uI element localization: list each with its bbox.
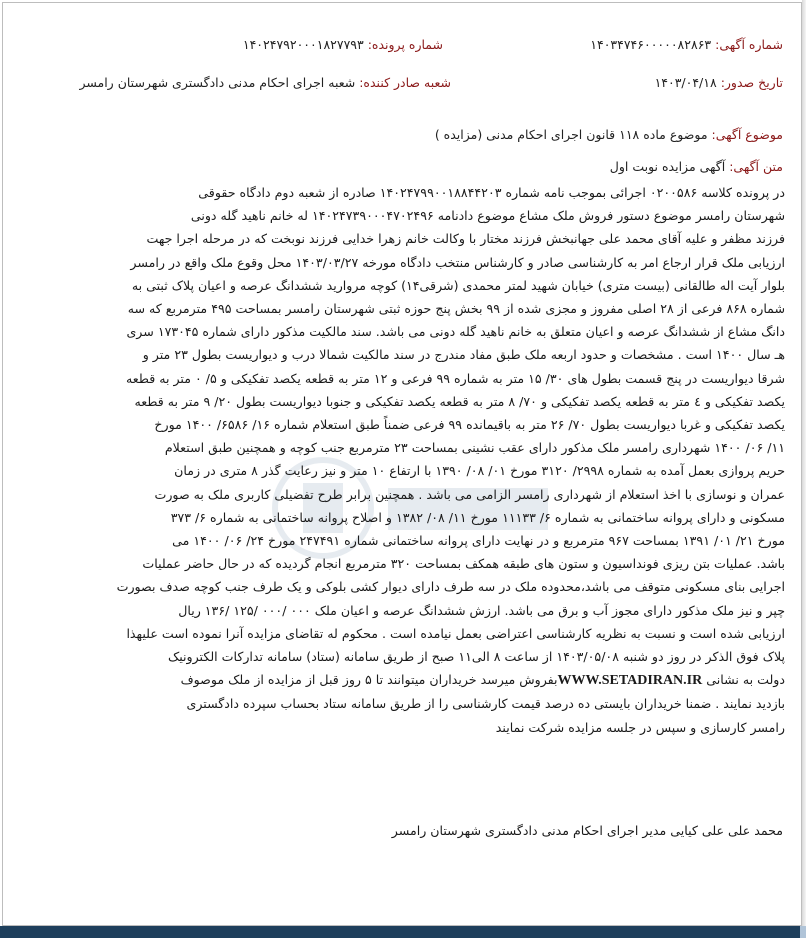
body-line: بلوار آیت اله طالقانی (بیست متری) خیابان شهید لمتر محمدی (شرقی۱۴) کوچه مروارید ششدانگ عرصه و اعیان پلاک ثبتی به — [131, 277, 785, 293]
subject-label: موضوع آگهی: — [711, 127, 783, 142]
body-line: ارزیابی شده است و نسبت به نظریه کارشناسی اعتراضی بعمل نیامده است . محکوم له تقاضای مزایده آنرا نموده است علیهذا — [126, 625, 785, 641]
ad-text-value: آگهی مزایده نوبت اول — [609, 159, 726, 174]
body-line: ۱۱/ ۰۶/ ۱۴۰۰ شهرداری رامسر ملک مذکور دارای عقب نشینی بمساحت ۲۳ مترمربع جنب کوچه و همچنین طبق استعلام — [164, 440, 785, 456]
body-line: حریم پروازی بعمل آمده به شماره ۲۹۹۸/ ۳۱۲۰ مورخ ۰۱/ ۰۸/ ۱۳۹۰ با ارتفاع ۱۰ متر و نیز رعایت گذر ۸ متری در زمان — [174, 463, 785, 479]
ad-number-row — [590, 37, 783, 52]
body-line: دانگ مشاع از ششدانگ عرصه و اعیان متعلق به خانم ناهید گله دونی می باشد. سند مالکیت مذکور دارای شماره ۱۷۳۰۴۵ سری — [126, 324, 785, 340]
body-line: مسکونی و دارای پروانه ساختمانی به شماره ۶/ ۱۱۱۳۳ مورخ ۱۱/ ۰۸/ ۱۳۸۲ و اصلاح پروانه ساختمانی به شماره ۶/ ۳۷۳ — [170, 509, 785, 525]
issuing-branch-row — [79, 75, 451, 90]
signature: محمد علی علی کیایی مدیر اجرای احکام مدنی دادگستری شهرستان رامسر — [391, 823, 783, 838]
issue-date-value: ۱۴۰۳/۰۴/۱۸ — [654, 75, 717, 90]
case-number-value: ۱۴۰۲۴۷۹۲۰۰۰۱۸۲۷۷۹۳ — [242, 37, 364, 52]
ad-number-label: شماره آگهی: — [715, 37, 783, 52]
body-line: شهرستان رامسر موضوع دستور فروش ملک مشاع موضوع دادنامه ۱۴۰۲۴۷۳۹۰۰۰۴۷۰۲۴۹۶ له خانم ناهید گله دونی — [190, 208, 785, 224]
issue-date-row — [655, 75, 783, 90]
body-line: پلاک فوق الذکر در روز دو شنبه ۱۴۰۳/۰۵/۰۸ از ساعت ۸ الی۱۱ صبح از طریق سامانه (ستاد) سامانه تدارکات الکترونیک — [167, 649, 785, 665]
ad-text-label: متن آگهی: — [729, 159, 783, 174]
bottom-bar-marker — [800, 926, 806, 938]
body-line: عمران و نوسازی با اخذ استعلام از شهرداری رامسر الزامی می باشد . همچنین برابر طرح تفضیلی کاربری ملک به صورت — [154, 486, 785, 502]
issuing-branch-label: شعبه صادر کننده: — [359, 75, 451, 90]
body-line: باشد. عملیات بتن ریزی فونداسیون و ستون های طبقه همکف بمساحت ۳۲۰ مترمربع انجام گردیده که در حال حاضر عملیات — [142, 556, 785, 572]
body-line: مورخ ۲۱/ ۰۱/ ۱۳۹۱ بمساحت ۹۶۷ مترمربع و در نهایت دارای پروانه ساختمانی شماره ۲۴۷۴۹۱ مورخ ۲۴/ ۰۶/ ۱۴۰۰ می — [172, 533, 785, 549]
body-line: یکصد تفکیکی و غربا دیواریست بطول ۷۰/ ۲۶ متر به باقیمانده ۹۹ فرعی ضمناً طبق استعلام شماره ۱۶/ ۶۵۸۶/ ۱۴۰۰ مورخ — [154, 417, 785, 433]
issuing-branch-value: شعبه اجرای احکام مدنی دادگستری شهرستان رامسر — [79, 75, 356, 90]
body-line-website — [9, 668, 785, 692]
subject-row — [435, 127, 783, 142]
body-line: چپر و نیز ملک مذکور دارای مجوز آب و برق می باشد. ارزش ششدانگ عرصه و اعیان ملک ۰۰۰ /۰۰۰ /۱۲۵ /۱۳۶ ریال — [178, 602, 785, 618]
bottom-bar — [0, 926, 806, 938]
body-line: ارزیابی ملک قرار ارجاع امر به کارشناسی صادر و کارشناس منتخب دادگاه مورخه ۱۴۰۳/۰۳/۲۷ محل وقوع ملک واقع در رامسر — [130, 254, 785, 270]
notice-frame — [2, 2, 802, 926]
issue-date-label: تاریخ صدور: — [720, 75, 783, 90]
body-line: شرقا دیواریست در پنج قسمت بطول های ۳۰/ ۱۵ متر به شماره ۹۹ فرعی و ۱۲ متر به قطعه یکصد تفکیکی و ۵/ ۰ متر به قطعه — [126, 370, 785, 386]
body-line: شماره ۸۶۸ فرعی از ۲۸ اصلی مفروز و مجزی شده از ۹۹ بخش پنج حوزه ثبتی شهرستان رامسر بمساحت ۴۹۵ مترمربع که سه — [127, 301, 785, 317]
body-line: در پرونده کلاسه ۰۲۰۰۵۸۶ اجرائی بموجب نامه شماره ۱۴۰۲۴۷۹۹۰۰۱۸۸۴۴۲۰۳ صادره از شعبه دوم دادگاه حقوقی — [198, 185, 785, 200]
scrollbar-edge — [802, 0, 806, 926]
notice-body — [9, 181, 785, 739]
body-line: اجرایی بنای مسکونی متوقف می باشد،محدوده ملک در سه طرف دارای دیوار کشی بلوکی و یک طرف جنب کوچه صدف بصورت — [116, 579, 785, 595]
body-line: هـ سال ۱۴۰۰ است . مشخصات و حدود اربعه ملک طبق مفاد مندرج در سند مالکیت شمالا درب و دیواریست بطول ۲۳ متر و — [142, 347, 785, 363]
body-line: یکصد تفکیکی و ٤ متر به قطعه یکصد تفکیکی و ۷۰/ ۸ متر به قطعه یکصد تفکیکی و جنوبا دیواریست بطول ۲۰/ ۹ متر به قطعه — [134, 393, 785, 409]
ad-text-row — [610, 159, 783, 174]
website-prefix: دولت به نشانی — [706, 672, 785, 688]
ad-number-value: ۱۴۰۳۴۷۴۶۰۰۰۰۰۸۲۸۶۳ — [590, 37, 712, 52]
body-line: رامسر کارسازی و سپس در جلسه مزایده شرکت نمایند — [495, 719, 785, 735]
body-line: بازدید نمایند . ضمنا خریداران بایستی ده درصد قیمت کارشناسی را از طریق سامانه ستاد بحساب سپرده دادگستری — [186, 696, 785, 712]
body-line: فرزند مظفر و علیه آقای محمد علی جهانبخش فرزند مختار با وکالت خانم زهرا خدایی فرزند نوبخت که در مرحله اجرا جهت — [146, 231, 785, 247]
case-number-label: شماره پرونده: — [367, 37, 443, 52]
website-suffix: بفروش میرسد خریداران میتوانند تا ۵ روز قبل از مزایده از ملک موصوف — [180, 672, 558, 688]
subject-value: موضوع ماده ۱۱۸ قانون اجرای احکام مدنی (مزایده ) — [434, 127, 708, 142]
case-number-row — [243, 37, 443, 52]
setad-website-link[interactable]: WWW.SETADIRAN.IR — [557, 673, 703, 689]
